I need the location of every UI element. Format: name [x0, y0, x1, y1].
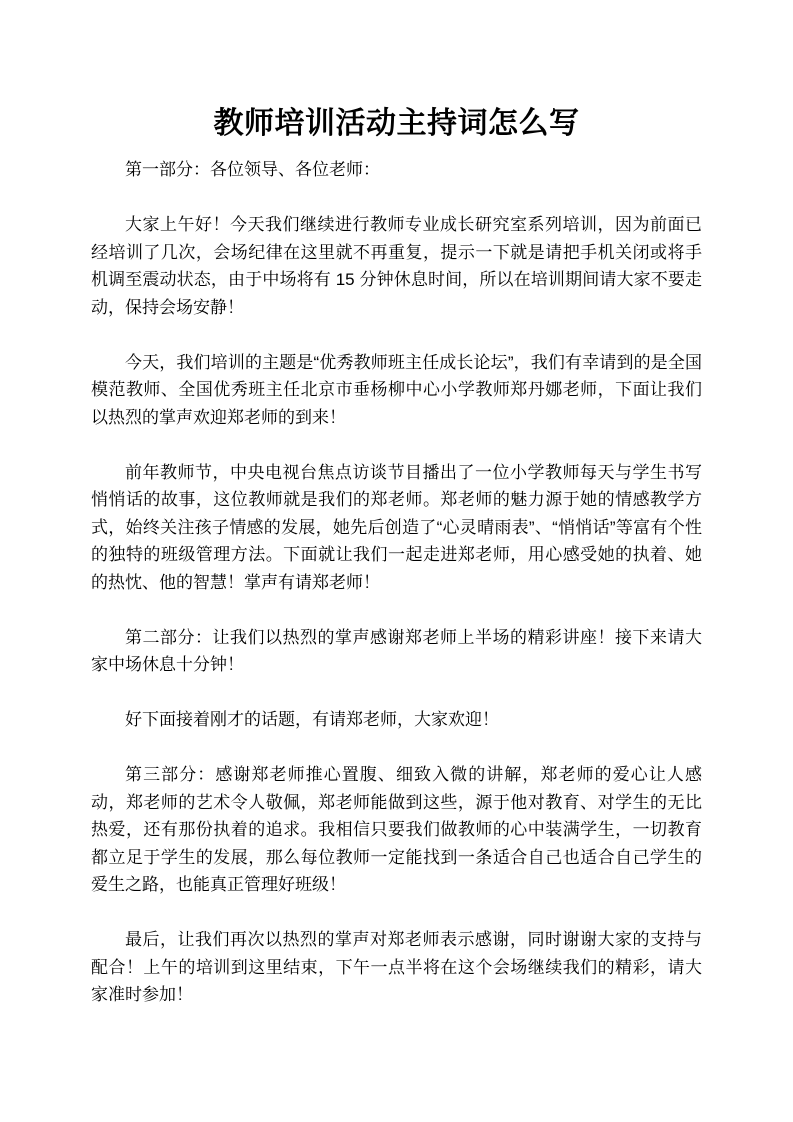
document-body	[91, 156, 702, 1009]
paragraph-topic-introduction: 今天，我们培训的主题是“优秀教师班主任成长论坛”，我们有幸请到的是全国模范教师、全国优秀班主任北京市垂杨柳中心小学教师郑丹娜老师，下面让我们以热烈的掌声欢迎郑老师的到来！	[91, 352, 702, 427]
paragraph-opening-remarks: 大家上午好！今天我们继续进行教师专业成长研究室系列培训，因为前面已经培训了几次，会场纪律在这里就不再重复，提示一下就是请把手机关闭或将手机调至震动状态，由于中场将有 15 分钟休息时间，所以在培训期间请大家不要走动，保持会场安静！	[91, 215, 702, 317]
paragraph-closing-remarks: 最后，让我们再次以热烈的掌声对郑老师表示感谢，同时谢谢大家的支持与配合！上午的培训到这里结束，下午一点半将在这个会场继续我们的精彩，请大家准时参加！	[91, 930, 702, 1004]
paragraph-section2-break: 第二部分：让我们以热烈的掌声感谢郑老师上半场的精彩讲座！接下来请大家中场休息十分钟！	[91, 627, 702, 674]
paragraph-section1-heading: 第一部分：各位领导、各位老师：	[125, 160, 380, 179]
document-title: 教师培训活动主持词怎么写	[213, 107, 580, 140]
paragraph-section3-thanks: 第三部分：感谢郑老师推心置腹、细致入微的讲解，郑老师的爱心让人感动，郑老师的艺术令人敬佩，郑老师能做到这些，源于他对教育、对学生的无比热爱，还有那份执着的追求。我相信只要我们做教师的心中装满学生，一切教育都立足于学生的发展，那么每位教师一定能找到一条适合自己也适合自己学生的爱生之路，也能真正管理好班级！	[91, 765, 702, 894]
paragraph-speaker-introduction: 前年教师节，中央电视台焦点访谈节目播出了一位小学教师每天与学生书写悄悄话的故事，这位教师就是我们的郑老师。郑老师的魅力源于她的情感教学方式，始终关注孩子情感的发展，她先后创造了“心灵晴雨表”、“悄悄话”等富有个性的独特的班级管理方法。下面就让我们一起走进郑老师，用心感受她的执着、她的热忱、他的智慧！掌声有请郑老师！	[91, 462, 702, 592]
paragraph-resume-session: 好下面接着刚才的话题，有请郑老师，大家欢迎！	[125, 710, 499, 729]
